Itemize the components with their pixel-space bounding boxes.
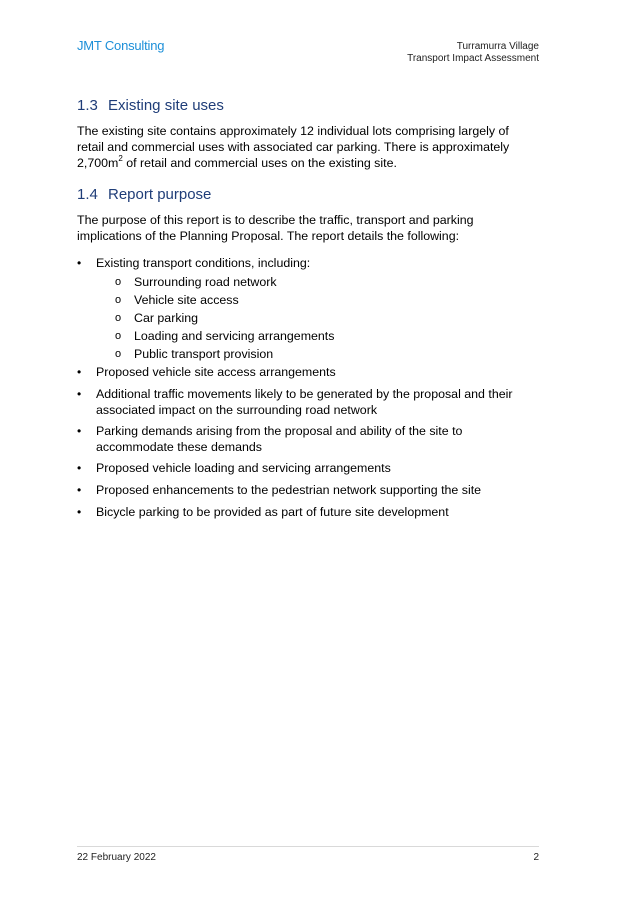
- list-item: [77, 504, 547, 520]
- list-item-text: associated impact on the surrounding road network: [96, 403, 378, 417]
- sub-list-item-text: Surrounding road network: [134, 275, 277, 289]
- sub-list-item-text: Public transport provision: [134, 347, 274, 361]
- paragraph-line: The purpose of this report is to describe the traffic, transport and parking: [77, 213, 474, 227]
- section-existing-site-uses: [77, 97, 547, 171]
- document-header-title: [407, 41, 539, 65]
- list-item-text: Bicycle parking to be provided as part of future site development: [96, 505, 449, 519]
- sub-bullet-icon: o: [115, 294, 122, 306]
- section-heading: [77, 186, 547, 203]
- bullet-icon: •: [77, 461, 82, 475]
- company-logo: JMT Consulting: [77, 38, 165, 53]
- list-item-text: Proposed vehicle site access arrangements: [96, 365, 336, 379]
- list-item-text: Existing transport conditions, including:: [96, 256, 311, 270]
- superscript: 2: [118, 153, 123, 163]
- sub-bullet-icon: o: [115, 276, 122, 288]
- header-title-line1: Turramurra Village: [456, 41, 539, 52]
- list-item-text: Parking demands arising from the proposal and ability of the site to: [96, 424, 463, 438]
- list-item-text: Proposed enhancements to the pedestrian network supporting the site: [96, 483, 482, 497]
- list-item-text: accommodate these demands: [96, 440, 262, 454]
- sub-list-item: [77, 273, 547, 291]
- bullet-list: [77, 504, 547, 520]
- section-title: Report purpose: [108, 186, 212, 203]
- list-item: [77, 423, 547, 455]
- sub-list-item-text: Vehicle site access: [134, 293, 239, 307]
- section-title: Existing site uses: [108, 97, 224, 114]
- header-title-line2: Transport Impact Assessment: [407, 53, 539, 64]
- sub-list-item: [77, 345, 547, 363]
- bullet-list: [77, 423, 547, 455]
- sub-bullet-list: [77, 273, 547, 363]
- bullet-icon: •: [77, 483, 82, 497]
- sub-list-item: [77, 291, 547, 309]
- bullet-icon: •: [77, 387, 82, 401]
- sub-list-item: [77, 327, 547, 345]
- list-item-text: Additional traffic movements likely to be generated by the proposal and their: [96, 387, 513, 401]
- paragraph-line: The existing site contains approximately 12 individual lots comprising largely of: [77, 124, 509, 138]
- list-item-text: Proposed vehicle loading and servicing arrangements: [96, 461, 391, 475]
- section-heading: [77, 97, 547, 114]
- list-item: [77, 460, 547, 476]
- section-report-purpose: [77, 186, 547, 244]
- bullet-icon: •: [77, 365, 82, 379]
- section-number: 1.4: [77, 186, 98, 203]
- section-paragraph: [77, 212, 547, 244]
- sub-list-item-text: Loading and servicing arrangements: [134, 329, 335, 343]
- section-paragraph: [77, 123, 547, 171]
- paragraph-line: retail and commercial uses with associated car parking. There is approximately: [77, 140, 510, 154]
- sub-bullet-icon: o: [115, 348, 122, 360]
- list-item: [77, 255, 547, 271]
- sub-bullet-icon: o: [115, 330, 122, 342]
- sub-list-item: [77, 309, 547, 327]
- list-item: [77, 386, 547, 418]
- list-item: [77, 364, 547, 380]
- bullet-list: [77, 255, 547, 271]
- page-number: 2: [533, 852, 539, 863]
- list-item: [77, 482, 547, 498]
- bullet-list: [77, 364, 547, 380]
- footer-divider: [77, 846, 539, 847]
- bullet-list: [77, 482, 547, 498]
- bullet-icon: •: [77, 505, 82, 519]
- section-number: 1.3: [77, 97, 98, 114]
- paragraph-line: implications of the Planning Proposal. The report details the following:: [77, 229, 460, 243]
- bullet-list: [77, 460, 547, 476]
- sub-bullet-icon: o: [115, 312, 122, 324]
- footer-date: 22 February 2022: [77, 852, 156, 863]
- bullet-icon: •: [77, 424, 82, 438]
- paragraph-line-prefix: 2,700m: [77, 156, 119, 170]
- paragraph-line-suffix: of retail and commercial uses on the existing site.: [122, 156, 397, 170]
- bullet-icon: •: [77, 256, 82, 270]
- sub-list-item-text: Car parking: [134, 311, 199, 325]
- bullet-list: [77, 386, 547, 418]
